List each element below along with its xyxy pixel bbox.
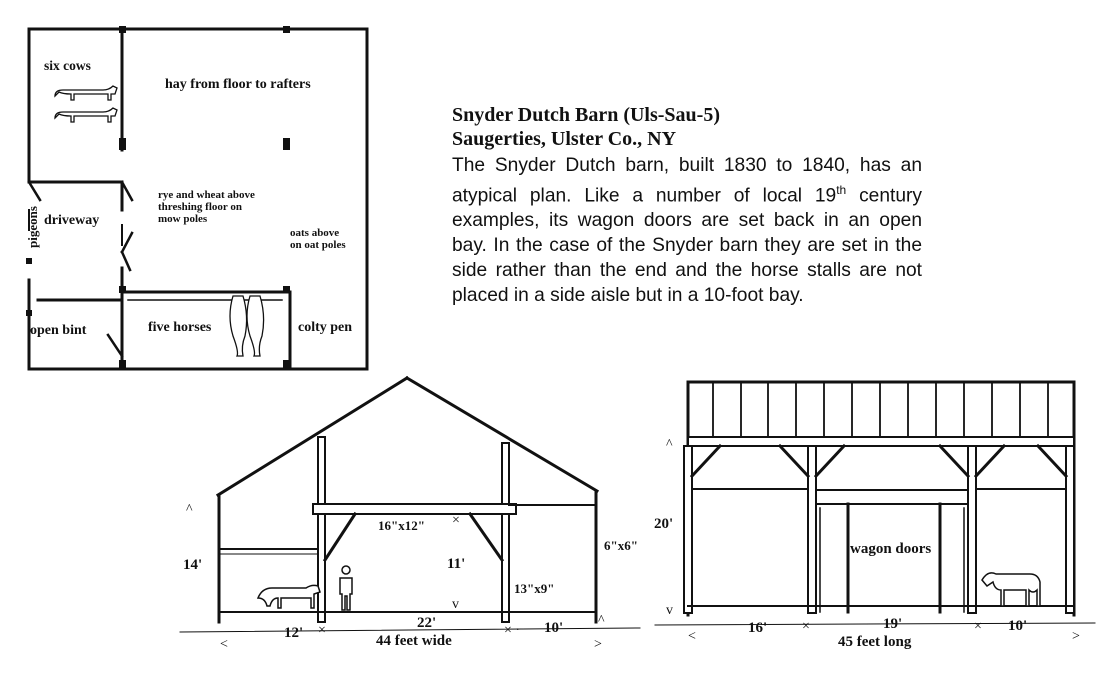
- svg-text:×: ×: [974, 619, 982, 634]
- label-colty-pen: colty pen: [298, 320, 353, 335]
- horse-icons: [230, 296, 264, 356]
- caption-title: Snyder Dutch Barn (Uls-Sau-5): [452, 104, 720, 126]
- caption-location: Saugerties, Ulster Co., NY: [452, 128, 677, 150]
- label-pigeons: pigeons: [25, 206, 40, 248]
- svg-text:>: >: [1072, 629, 1080, 644]
- label-oats-1: oats above: [290, 227, 340, 239]
- caption-body-part1: The Snyder Dutch barn, built 1830 to 1840, has an atypical plan. Like a number of local 19: [452, 155, 922, 207]
- caption-body-sup: th: [836, 183, 847, 197]
- svg-text:^: ^: [666, 437, 673, 452]
- dim-beam: 16"x12": [378, 518, 425, 533]
- cow-icons: [55, 86, 117, 122]
- svg-text:×: ×: [452, 513, 460, 528]
- dim-length-10: 10': [1008, 618, 1028, 634]
- cross-section: [180, 378, 640, 652]
- caption-body-part2: century examples, its wagon doors are set back in an open bay. In the case of the Snyder barn they are set in the side rather than the end and the horse stalls are not placed in a side aisle but in a 10-foot bay.: [452, 185, 922, 307]
- svg-text:×: ×: [802, 619, 810, 634]
- svg-text:<: <: [688, 629, 696, 644]
- svg-text:v: v: [666, 603, 673, 618]
- label-oats-2: on oat poles: [290, 239, 346, 251]
- label-six-cows: six cows: [44, 58, 91, 73]
- svg-text:^: ^: [186, 502, 193, 517]
- dim-post: 13"x9": [514, 581, 555, 596]
- dim-width-22: 22': [417, 615, 437, 631]
- label-hay: hay from floor to rafters: [165, 77, 311, 92]
- svg-text:>: >: [594, 637, 602, 652]
- label-rye-2: threshing floor on: [158, 201, 242, 213]
- dim-height-20: 20': [654, 516, 674, 532]
- label-rye-3: mow poles: [158, 213, 208, 225]
- dim-total-width: 44 feet wide: [376, 633, 452, 649]
- dim-plate: 6"x6": [604, 538, 638, 553]
- dim-width-12: 12': [284, 625, 304, 641]
- label-driveway: driveway: [44, 213, 100, 228]
- caption-body: [452, 153, 922, 308]
- caption: [452, 103, 922, 308]
- label-open-bint: open bint: [30, 323, 87, 338]
- svg-text:^: ^: [598, 613, 605, 628]
- svg-text:×: ×: [318, 623, 326, 638]
- dim-height-14: 14': [183, 557, 203, 573]
- dim-length-19: 19': [883, 616, 903, 632]
- cross-section-labels: [183, 518, 638, 649]
- dim-length-16: 16': [748, 620, 768, 636]
- svg-text:× ·: × ·: [504, 623, 521, 638]
- dim-width-10: 10': [544, 620, 564, 636]
- dim-total-length: 45 feet long: [838, 634, 912, 650]
- label-wagon-doors: wagon doors: [850, 541, 932, 557]
- svg-text:<: <: [220, 637, 228, 652]
- label-five-horses: five horses: [148, 320, 212, 335]
- svg-text:v: v: [452, 597, 459, 612]
- label-rye-1: rye and wheat above: [158, 189, 255, 201]
- long-section: [655, 382, 1095, 644]
- dim-height-11: 11': [447, 556, 466, 572]
